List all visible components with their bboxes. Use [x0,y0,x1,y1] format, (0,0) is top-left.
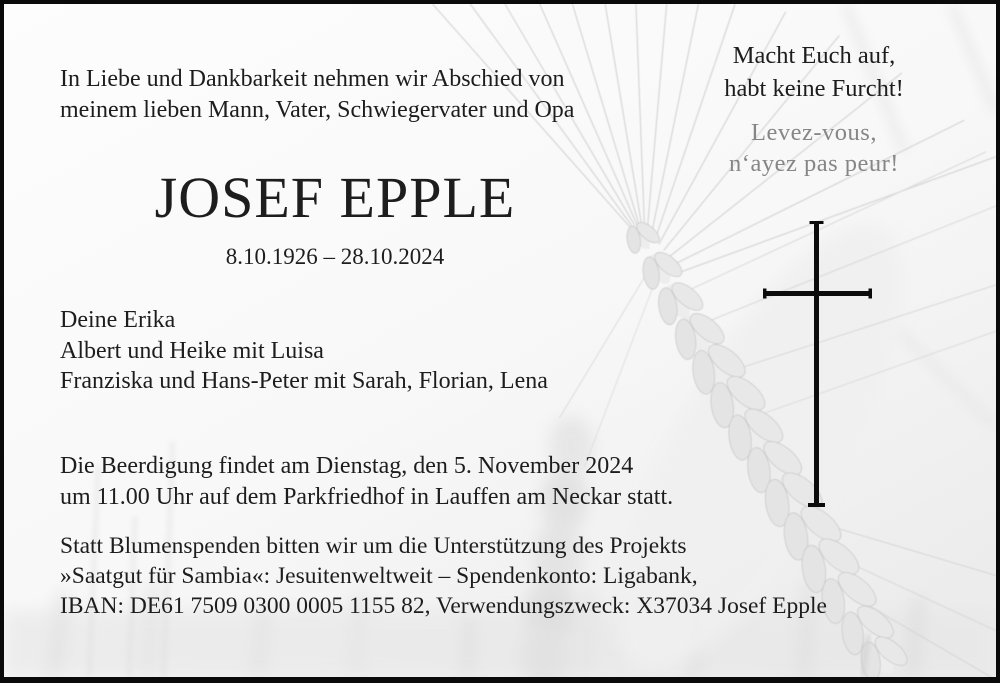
funeral-info [60,451,673,513]
deceased-name: JOSEF EPPLE [154,165,516,230]
motto-german-line-1: Macht Euch auf, [732,42,896,69]
motto-french-line-2: n‘ayez pas peur! [729,150,899,177]
mourner-line: Albert und Heike mit Luisa [60,337,324,364]
donation-info [60,531,827,621]
motto-german [652,39,976,105]
mourner-line: Deine Erika [60,307,176,333]
scripture-motto [652,39,976,179]
funeral-line-2: um 11.00 Uhr auf dem Parkfriedhof in Lauffen am Neckar statt. [60,484,674,510]
life-dates: 8.10.1926 – 28.10.2024 [225,244,445,269]
motto-french-line-1: Levez-vous, [751,119,877,146]
funeral-line-1: Die Beerdigung findet am Dienstag, den 5. November 2024 [60,453,634,479]
cross-icon [755,214,880,514]
motto-german-line-2: habt keine Furcht! [724,75,904,102]
mourners-list [60,305,548,397]
donation-line-1: Statt Blumenspenden bitten wir um die Unterstützung des Projekts [60,533,687,559]
donation-line-3: IBAN: DE61 7509 0300 0005 1155 82, Verwendungszweck: X37034 Josef Epple [60,593,827,619]
intro-line-1: In Liebe und Dankbarkeit nehmen wir Abschied von [60,66,565,92]
intro-text [60,64,574,126]
donation-line-2: »Saatgut für Sambia«: Jesuitenweltweit – Spendenkonto: Ligabank, [60,563,698,589]
mourner-line: Franziska und Hans-Peter mit Sarah, Florian, Lena [60,368,548,394]
motto-french [652,117,976,179]
intro-line-2: meinem lieben Mann, Vater, Schwiegervater und Opa [60,97,575,123]
